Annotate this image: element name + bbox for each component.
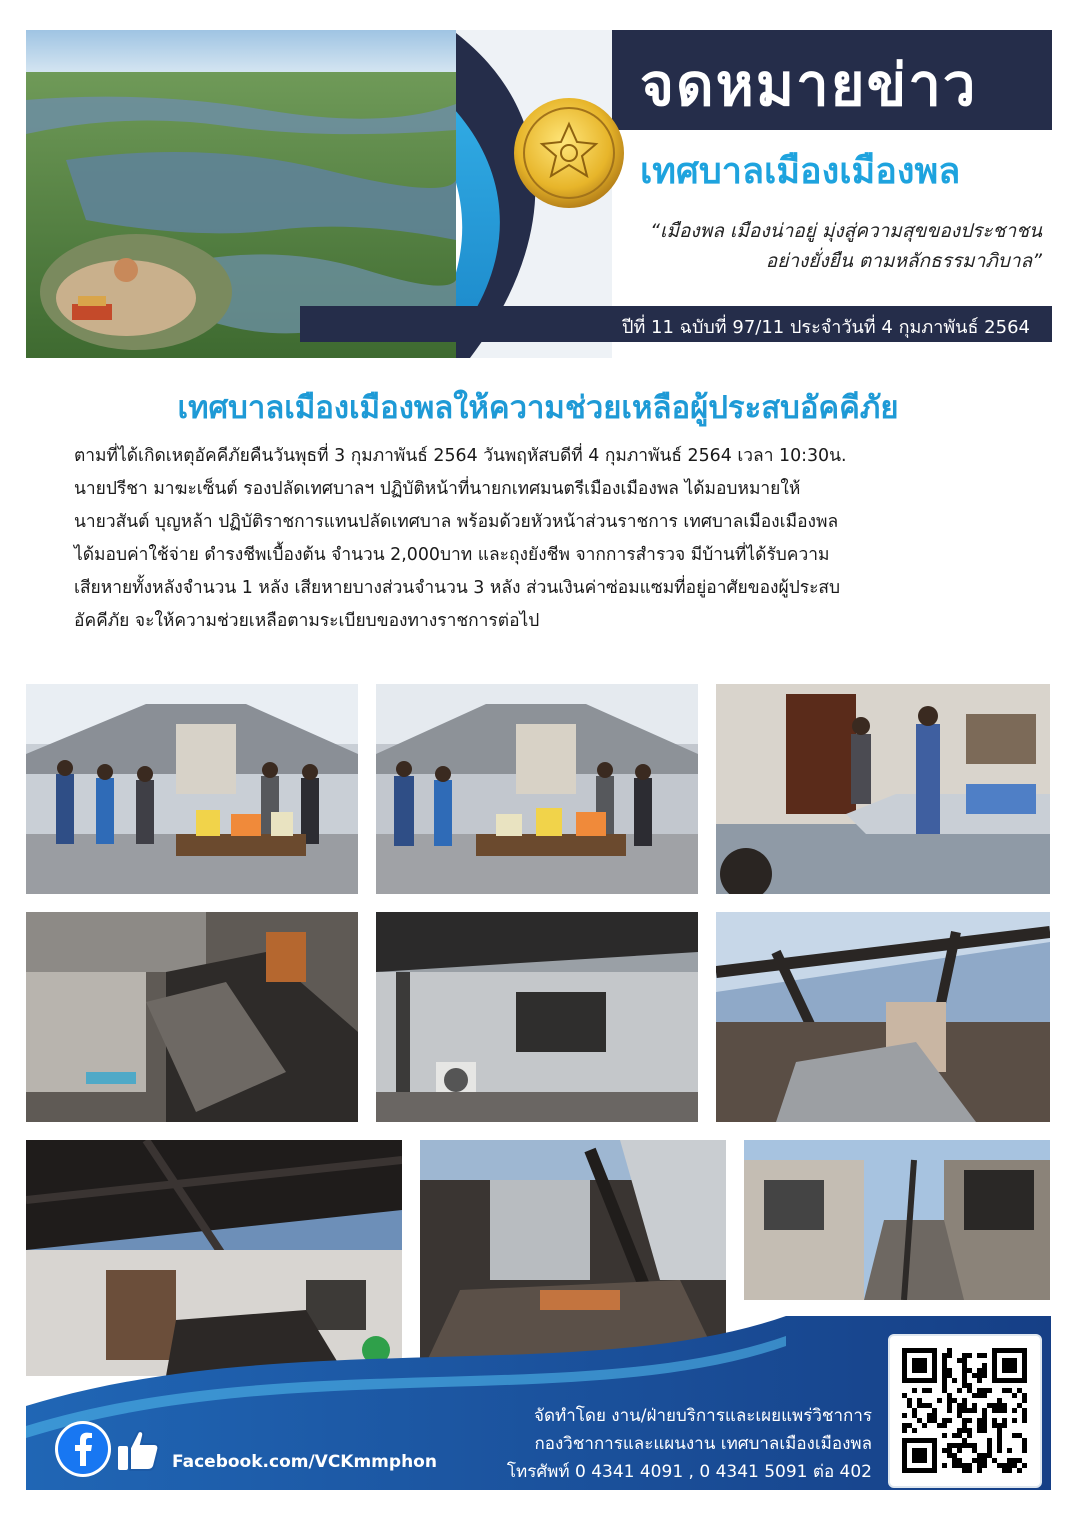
photo-relief-handover-2 — [376, 684, 698, 894]
facebook-icon[interactable] — [54, 1420, 112, 1478]
photo-burnt-roof-1 — [716, 912, 1050, 1122]
municipality-name: เทศบาลเมืองเมืองพล — [640, 151, 961, 192]
article-line: ตามที่ได้เกิดเหตุอัคคีภัยคืนวันพุธที่ 3 กุมภาพันธ์ 2564 วันพฤหัสบดีที่ 4 กุมภาพันธ์ 2564 เวลา 10:30น. — [74, 446, 847, 466]
facebook-link[interactable]: Facebook.com/VCKmmphon — [172, 1452, 437, 1472]
article-headline: เทศบาลเมืองเมืองพลให้ความช่วยเหลือผู้ประสบอัคคีภัย — [177, 390, 899, 426]
article-body — [74, 440, 1004, 638]
article-line: อัคคีภัย จะให้ความช่วยเหลือตามระเบียบของทางราชการต่อไป — [74, 611, 540, 631]
municipal-seal-icon — [512, 96, 626, 210]
credits — [420, 1402, 872, 1486]
newsletter-title: จดหมายข่าว — [640, 51, 978, 119]
photo-inspection-doorway — [716, 684, 1050, 894]
credit-line: กองวิชาการและแผนงาน เทศบาลเมืองเมืองพล — [534, 1434, 872, 1454]
photo-relief-handover-1 — [26, 684, 358, 894]
article-line: เสียหายทั้งหลังจำนวน 1 หลัง เสียหายบางส่วนจำนวน 3 หลัง ส่วนเงินค่าซ่อมแซมที่อยู่อาศัยของผู้ประสบ — [74, 578, 841, 598]
qr-code-graphic — [890, 1336, 1040, 1486]
newsletter-header — [0, 0, 1076, 362]
photo-burnt-debris-1 — [26, 912, 358, 1122]
article-line: นายวสันต์ บุญหล้า ปฏิบัติราชการแทนปลัดเทศบาล พร้อมด้วยหัวหน้าส่วนราชการ เทศบาลเมืองเมืองพล — [74, 512, 839, 532]
credit-line: จัดทำโดย งาน/ฝ่ายบริการและเผยแพร่วิชาการ — [534, 1406, 872, 1426]
thumbs-up-icon — [114, 1426, 162, 1474]
motto-line-2: อย่างยั่งยืน ตามหลักธรรมาภิบาล” — [765, 250, 1042, 272]
contact-phone: โทรศัพท์ 0 4341 4091 , 0 4341 5091 ต่อ 402 — [506, 1462, 872, 1482]
motto-line-1: “เมืองพล เมืองน่าอยู่ มุ่งสู่ความสุขของประชาชน — [650, 220, 1042, 242]
qr-code-icon[interactable] — [888, 1334, 1042, 1488]
photo-burnt-wall — [376, 912, 698, 1122]
issue-info: ปีที่ 11 ฉบับที่ 97/11 ประจำวันที่ 4 กุมภาพันธ์ 2564 — [622, 317, 1030, 338]
photo-burnt-walkway — [744, 1140, 1050, 1300]
article-line: นายปรีชา มาฆะเซ็นต์ รองปลัดเทศบาลฯ ปฏิบัติหน้าที่นายกเทศมนตรีเมืองเมืองพล ได้มอบหมายให้ — [74, 479, 801, 499]
article-line: ได้มอบค่าใช้จ่าย ดำรงชีพเบื้องต้น จำนวน 2,000บาท และถุงยังชีพ จากการสำรวจ มีบ้านที่ได้รับความ — [74, 545, 830, 565]
motto — [560, 216, 1042, 276]
